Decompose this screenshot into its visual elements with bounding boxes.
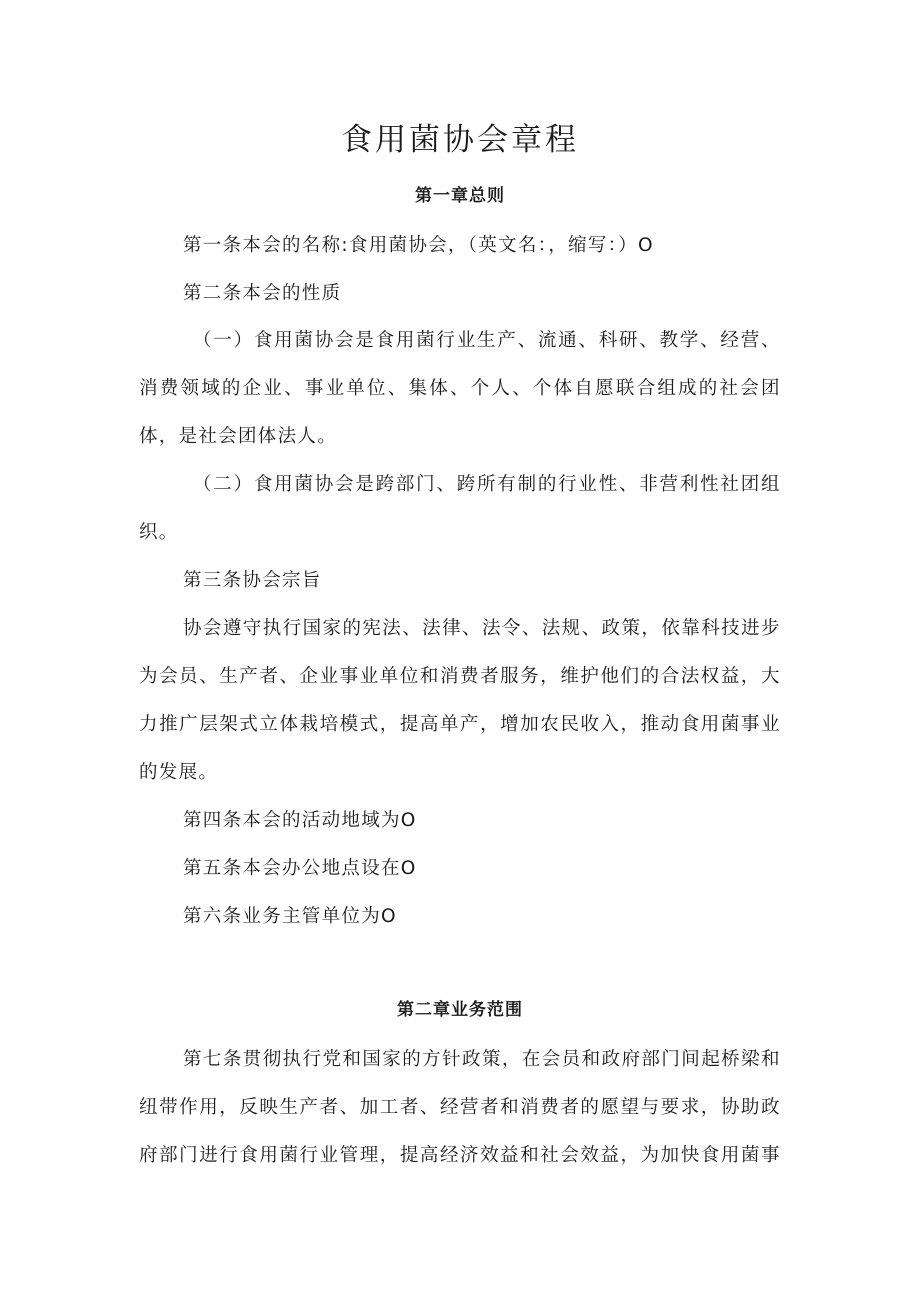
article-7-line-2: 纽带作用，反映生产者、加工者、经营者和消费者的愿望与要求，协助政 <box>139 1097 780 1118</box>
article-1: 第一条本会的名称:食用菌协会，（英文名：，缩写：）O <box>183 235 654 256</box>
article-7-line-3: 府部门进行食用菌行业管理，提高经济效益和社会效益，为加快食用菌事 <box>139 1145 780 1166</box>
article-2-item-1-line-2: 消费领域的企业、事业单位、集体、个人、个体自愿联合组成的社会团 <box>139 378 780 399</box>
chapter-1-heading: 第一章总则 <box>415 186 505 206</box>
article-5: 第五条本会办公地点设在O <box>183 858 417 879</box>
article-3-line-2: 为会员、生产者、企业事业单位和消费者服务，维护他们的合法权益，大 <box>139 666 780 687</box>
chapter-2-heading: 第二章业务范围 <box>397 1000 523 1020</box>
article-3-line-3: 力推广层架式立体栽培模式，提高单产，增加农民收入，推动食用菌事业 <box>139 714 780 735</box>
article-6: 第六条业务主管单位为O <box>183 906 397 927</box>
document-title: 食用菌协会章程 <box>341 122 579 158</box>
article-2-item-1-line-1: （一）食用菌协会是食用菌行业生产、流通、科研、教学、经营、 <box>193 330 780 351</box>
article-3-line-1: 协会遵守执行国家的宪法、法律、法令、法规、政策，依靠科技进步 <box>183 618 780 639</box>
article-2-heading: 第二条本会的性质 <box>183 283 342 304</box>
article-2-item-2-line-2: 织。 <box>139 522 179 543</box>
article-7-line-1: 第七条贯彻执行党和国家的方针政策，在会员和政府部门间起桥梁和 <box>183 1049 780 1070</box>
article-2-item-2-line-1: （二）食用菌协会是跨部门、跨所有制的行业性、非营利性社团组 <box>193 474 780 495</box>
article-3-heading: 第三条协会宗旨 <box>183 570 322 591</box>
article-2-item-1-line-3: 体，是社会团体法人。 <box>139 426 338 447</box>
article-3-line-4: 的发展。 <box>139 762 219 783</box>
article-4: 第四条本会的活动地域为O <box>183 810 417 831</box>
